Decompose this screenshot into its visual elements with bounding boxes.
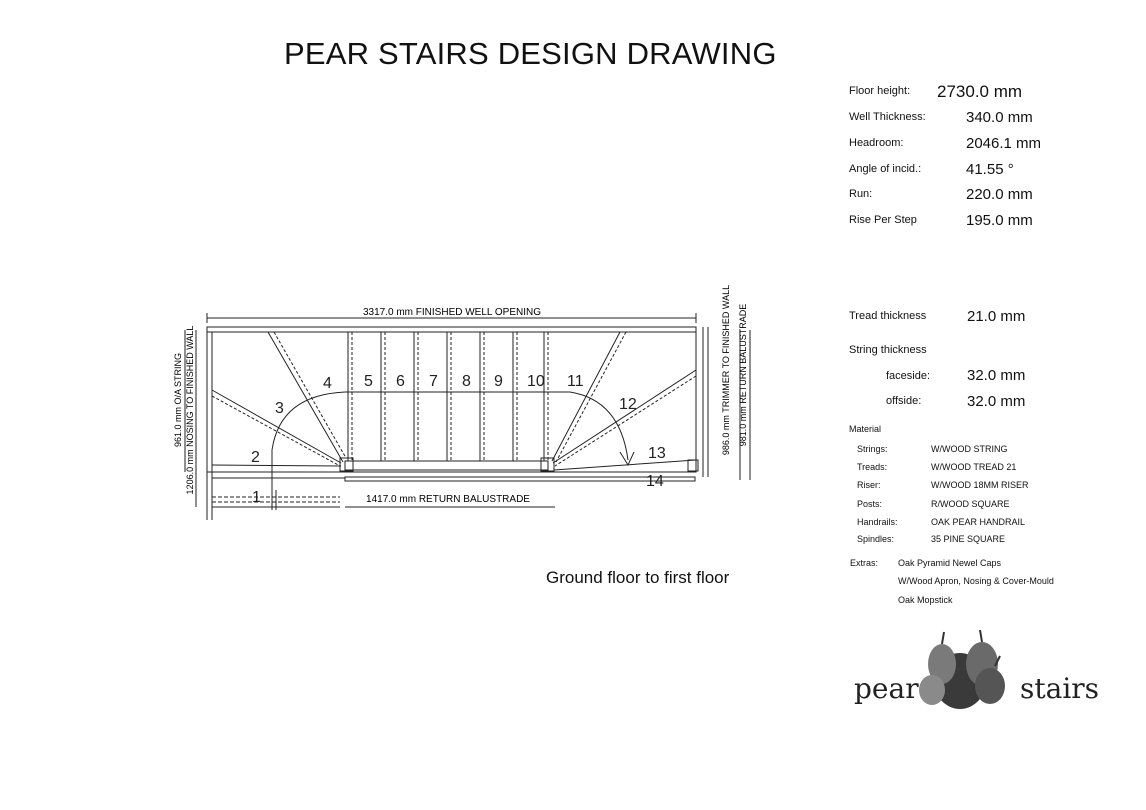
- step-number: 4: [323, 375, 332, 392]
- offside-value: 32.0 mm: [967, 393, 1026, 410]
- dim-return-balustrade: 1417.0 mm RETURN BALUSTRADE: [366, 494, 530, 505]
- step-numbers: [251, 373, 666, 506]
- extras-item: Oak Mopstick: [898, 595, 953, 605]
- spec-value-floor-height: 2730.0 mm: [937, 82, 1023, 101]
- material-value: W/WOOD 18MM RISER: [931, 480, 1029, 490]
- material-value: R/WOOD SQUARE: [931, 499, 1010, 509]
- drawing-caption: Ground floor to first floor: [546, 568, 730, 587]
- spec-label-well-thickness: Well Thickness:: [849, 111, 926, 123]
- dim-oa-string: 961.0 mm O/A STRING: [173, 352, 183, 448]
- step-number: 8: [462, 373, 471, 390]
- material-label: Riser:: [857, 480, 881, 490]
- pear-stairs-logo: [850, 626, 1100, 718]
- step-number: 1: [252, 489, 261, 506]
- step-number: 7: [429, 373, 438, 390]
- offside-label: offside:: [886, 395, 922, 407]
- material-value: 35 PINE SQUARE: [931, 534, 1006, 544]
- spec-value-run: 220.0 mm: [966, 186, 1033, 203]
- spec-value-headroom: 2046.1 mm: [966, 135, 1042, 152]
- step-number: 2: [251, 449, 260, 466]
- spec-label-floor-height: Floor height:: [849, 85, 911, 97]
- string-thickness-label: String thickness: [849, 344, 927, 356]
- material-heading: Material: [849, 424, 882, 434]
- dim-trimmer-wall: 986.0 mm TRIMMER TO FINISHED WALL: [721, 284, 731, 456]
- material-label: Spindles:: [857, 534, 895, 544]
- logo-word-stairs: stairs: [1020, 672, 1100, 705]
- dim-nosing-wall: 1206.0 mm NOSING TO FINISHED WALL: [185, 325, 195, 495]
- extras-item: Oak Pyramid Newel Caps: [898, 558, 1002, 568]
- faceside-value: 32.0 mm: [967, 367, 1026, 384]
- dim-well-opening: 3317.0 mm FINISHED WELL OPENING: [362, 307, 542, 318]
- step-number: 11: [567, 373, 584, 390]
- tread-thickness-label: Tread thickness: [849, 310, 927, 322]
- material-label: Handrails:: [857, 517, 898, 527]
- spec-value-rise: 195.0 mm: [966, 212, 1033, 229]
- step-number: 5: [364, 373, 373, 390]
- logo-word-pear: pear: [854, 672, 919, 705]
- step-number: 3: [275, 400, 284, 417]
- spec-label-headroom: Headroom:: [849, 137, 904, 149]
- material-value: W/WOOD TREAD 21: [931, 462, 1017, 472]
- material-label: Treads:: [857, 462, 888, 472]
- spec-value-angle: 41.55 °: [966, 161, 1014, 178]
- step-number: 9: [494, 373, 503, 390]
- material-value: OAK PEAR HANDRAIL: [931, 517, 1026, 527]
- spec-value-well-thickness: 340.0 mm: [966, 109, 1033, 126]
- faceside-label: faceside:: [886, 370, 931, 382]
- walk-line: [272, 392, 628, 510]
- tread-thickness-value: 21.0 mm: [967, 308, 1026, 325]
- step-number: 14: [646, 473, 664, 490]
- dim-return-balustrade-right: 981.0 mm RETURN BALUSTRADE: [738, 303, 748, 447]
- spec-label-run: Run:: [849, 188, 873, 200]
- step-number: 12: [619, 396, 637, 413]
- step-number: 13: [648, 445, 666, 462]
- extras-item: W/Wood Apron, Nosing & Cover-Mould: [898, 576, 1054, 586]
- material-label: Strings:: [857, 444, 888, 454]
- extras-label: Extras:: [850, 558, 879, 568]
- material-value: W/WOOD STRING: [931, 444, 1008, 454]
- material-label: Posts:: [857, 499, 883, 509]
- drawing-title: PEAR STAIRS DESIGN DRAWING: [284, 36, 777, 71]
- winder-treads-left: [212, 332, 346, 466]
- step-number: 10: [527, 373, 545, 390]
- step-number: 6: [396, 373, 405, 390]
- straight-treads: [348, 332, 548, 461]
- spec-label-rise: Rise Per Step: [849, 214, 917, 226]
- spec-label-angle: Angle of incid.:: [849, 163, 922, 175]
